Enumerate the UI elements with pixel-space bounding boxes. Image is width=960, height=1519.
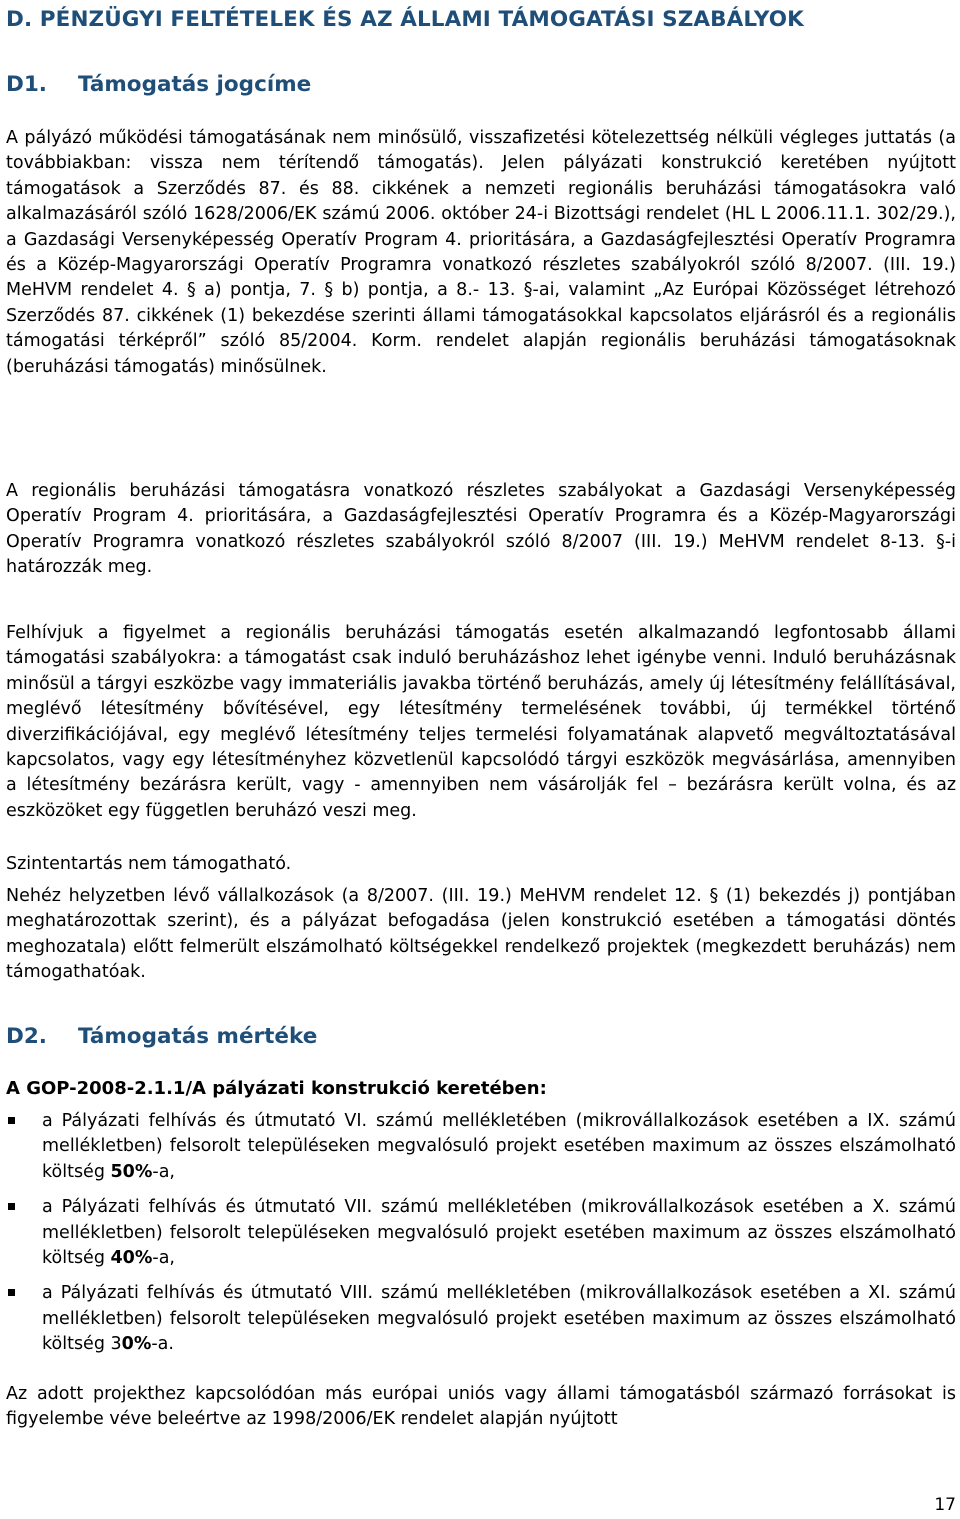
list-item: a Pályázati felhívás és útmutató VII. számú mellékletében (mikrovállalkozások esetében a X. számú mellékletben) felsorolt településeken megvalósuló projekt esetében maximum az összes elszámolható költség 40%-a, [6,1195,956,1271]
paragraph-figyelem: Felhívjuk a figyelmet a regionális beruházási támogatás esetén alkalmazandó legfontosabb állami támogatási szabályokra: a támogatást csak induló beruházáshoz lehet igénybe venni. Induló beruházásnak minősül a tárgyi eszközbe vagy immateriális javakba történő beruházás, amely új létesítmény felállításával, meglévő létesítmény bővítésével, egy létesítmény termelésének további, új termékkel történő diverzifikációjával, egy meglévő létesítmény teljes termelési folyamatának alapvető megváltoztatásával kapcsolatos, vagy egy létesítményhez közvetlenül kapcsolódó tárgyi eszközök megvásárlása, amennyiben a létesítmény bezárásra került, vagy - amennyiben nem vásárolják fel – bezárásra került volna, és az eszközöket egy független beruházó veszi meg. [6,623,956,821]
section-d1-number: D1. [6,72,47,97]
paragraph-forrasok: Az adott projekthez kapcsolódóan más európai uniós vagy állami támogatásból származó forrásokat is figyelembe véve beleértve az 1998/2006/EK rendelet alapján nyújtott [6,1384,956,1430]
section-d2-title: Támogatás mértéke [78,1024,318,1049]
section-d1-heading [6,72,311,97]
support-rate-list [6,1109,956,1368]
section-d2-number: D2. [6,1024,47,1049]
paragraph-nehez-helyzet: Nehéz helyzetben lévő vállalkozások (a 8/2007. (III. 19.) MeHVM rendelet 12. § (1) bekezdés j) pontjában meghatározottak szerint), és a pályázat befogadása (jelen konstrukció esetében a támogatási döntés meghozatala) előtt felmerült elszámolható költségekkel rendelkező projektek (megkezdett beruházás) nem támogathatóak. [6,886,956,983]
paragraph-szabalyok: A regionális beruházási támogatásra vonatkozó részletes szabályokat a Gazdasági Versenyképesség Operatív Program 4. prioritására, a Gazdaságfejlesztési Operatív Programra és a Közép-Magyarországi Operatív Programra vonatkozó részletes szabályokról szóló 8/2007 (III. 19.) MeHVM rendelet 8-13. §-i határozzák meg. [6,481,956,578]
main-heading: D. PÉNZÜGYI FELTÉTELEK ÉS AZ ÁLLAMI TÁMOGATÁSI SZABÁLYOK [6,7,804,32]
list-item: a Pályázati felhívás és útmutató VIII. számú mellékletében (mikrovállalkozások esetében a XI. számú mellékletben) felsorolt településeken megvalósuló projekt esetében maximum az összes elszámolható költség 30%-a. [6,1281,956,1357]
section-d1-title: Támogatás jogcíme [78,72,312,97]
paragraph-jogcim: A pályázó működési támogatásának nem minősülő, visszafizetési kötelezettség nélküli végleges juttatás (a továbbiakban: vissza nem térítendő támogatás). Jelen pályázati konstrukció keretében nyújtott támogatások a Szerződés 87. és 88. cikkének a nemzeti regionális beruházási támogatásokra való alkalmazásáról szóló 1628/2006/EK számú 2006. október 24-i Bizottsági rendelet (HL L 2006.11.1. 302/29.), a Gazdasági Versenyképesség Operatív Program 4. prioritására, a Gazdaságfejlesztési Operatív Programra és a Közép-Magyarországi Operatív Programra vonatkozó részletes szabályokról szóló 8/2007. (III. 19.) MeHVM rendelet 4. § a) pontja, 7. § b) pontja, a 8.- 13. §-ai, valamint „Az Európai Közösséget létrehozó Szerződés 87. cikkének (1) bekezdése szerinti állami támogatásokkal kapcsolatos eljárásról és a regionális támogatási térképről” szóló 85/2004. Korm. rendelet alapján regionális beruházási támogatásoknak (beruházási támogatás) minősülnek. [6,128,956,377]
square-bullet-icon [8,1289,15,1296]
construction-subheading: A GOP-2008-2.1.1/A pályázati konstrukció keretében: [6,1078,547,1099]
list-item: a Pályázati felhívás és útmutató VI. számú mellékletében (mikrovállalkozások esetében a IX. számú mellékletben) felsorolt településeken megvalósuló projekt esetében maximum az összes elszámolható költség 50%-a, [6,1109,956,1185]
paragraph-szintentartas: Szintentartás nem támogatható. [6,854,292,874]
section-d2-heading [6,1024,317,1049]
page-number: 17 [934,1495,956,1515]
square-bullet-icon [8,1117,15,1124]
square-bullet-icon [8,1203,15,1210]
